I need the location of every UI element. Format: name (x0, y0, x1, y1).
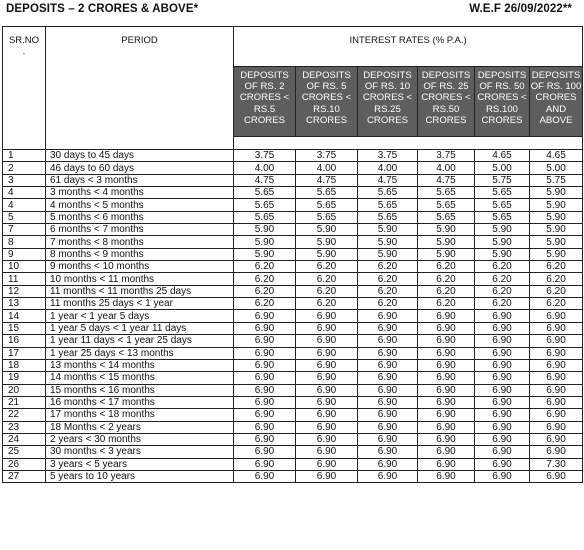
sr-no-cell: 24 (3, 433, 46, 445)
period-cell: 2 years < 30 months (46, 433, 234, 445)
sr-no-cell: 8 (3, 236, 46, 248)
rate-cell: 5.90 (475, 224, 530, 236)
table-row (3, 421, 583, 433)
table-row (3, 347, 583, 359)
rate-cell: 5.90 (530, 211, 583, 223)
rate-cell: 6.20 (234, 285, 296, 297)
period-cell: 16 months < 17 months (46, 396, 234, 408)
rate-cell: 6.20 (418, 285, 475, 297)
sr-no-header: SR.NO . (3, 27, 46, 150)
rate-cell: 5.65 (234, 187, 296, 199)
rate-cell: 6.90 (358, 421, 418, 433)
table-row (3, 310, 583, 322)
table-row (3, 187, 583, 199)
period-cell: 1 year 11 days < 1 year 25 days (46, 335, 234, 347)
rate-cell: 4.00 (358, 162, 418, 174)
table-row (3, 199, 583, 211)
rate-cell: 3.75 (296, 150, 358, 162)
rate-cell: 6.90 (418, 359, 475, 371)
table-row (3, 433, 583, 445)
period-cell: 5 months < 6 months (46, 211, 234, 223)
table-row (3, 446, 583, 458)
rate-cell: 6.90 (530, 396, 583, 408)
rate-cell: 6.90 (418, 409, 475, 421)
rate-cell: 6.90 (475, 446, 530, 458)
column-header: DEPOSITS OF RS. 10 CRORES < RS.25 CRORES (358, 67, 418, 137)
period-cell: 3 years < 5 years (46, 458, 234, 470)
rate-cell: 6.20 (296, 273, 358, 285)
rate-cell: 6.90 (358, 446, 418, 458)
rate-cell: 6.90 (475, 396, 530, 408)
period-cell: 1 year 5 days < 1 year 11 days (46, 322, 234, 334)
period-cell: 11 months < 11 months 25 days (46, 285, 234, 297)
rate-cell: 5.90 (234, 248, 296, 260)
rate-cell: 6.90 (296, 359, 358, 371)
table-row (3, 458, 583, 470)
rate-cell: 6.90 (234, 446, 296, 458)
rate-cell: 6.90 (234, 433, 296, 445)
rate-cell: 5.90 (530, 236, 583, 248)
rate-cell: 6.90 (358, 384, 418, 396)
rate-cell: 6.90 (418, 396, 475, 408)
table-row (3, 335, 583, 347)
rate-cell: 6.90 (296, 396, 358, 408)
column-header: DEPOSITS OF RS. 2 CRORES < RS.5 CRORES (234, 67, 296, 137)
sr-no-cell: 11 (3, 273, 46, 285)
rate-cell: 6.90 (358, 359, 418, 371)
sr-no-cell: 18 (3, 359, 46, 371)
sr-no-cell: 22 (3, 409, 46, 421)
rate-cell: 5.90 (418, 236, 475, 248)
rate-cell: 6.90 (234, 409, 296, 421)
rate-cell: 5.65 (296, 187, 358, 199)
sr-no-cell: 3 (3, 174, 46, 186)
rate-cell: 6.90 (296, 470, 358, 482)
rate-cell: 6.90 (475, 335, 530, 347)
sr-no-cell: 21 (3, 396, 46, 408)
period-cell: 61 days < 3 months (46, 174, 234, 186)
rate-cell: 5.75 (475, 174, 530, 186)
rate-cell: 6.20 (530, 261, 583, 273)
rate-cell: 5.00 (530, 162, 583, 174)
rate-cell: 6.90 (296, 335, 358, 347)
rate-cell: 6.20 (530, 273, 583, 285)
rate-cell: 6.20 (418, 273, 475, 285)
rate-cell: 6.90 (475, 359, 530, 371)
rate-cell: 6.90 (475, 384, 530, 396)
rate-cell: 6.90 (475, 433, 530, 445)
sr-no-cell: 13 (3, 298, 46, 310)
period-cell: 18 Months < 2 years (46, 421, 234, 433)
rate-cell: 5.90 (234, 236, 296, 248)
rate-cell: 6.90 (296, 446, 358, 458)
table-row (3, 322, 583, 334)
rate-cell: 6.90 (296, 421, 358, 433)
sr-no-cell: 10 (3, 261, 46, 273)
table-row (3, 150, 583, 162)
rate-cell: 5.65 (296, 211, 358, 223)
rate-cell: 6.90 (418, 335, 475, 347)
rate-cell: 6.90 (296, 384, 358, 396)
sr-no-cell: 16 (3, 335, 46, 347)
rate-cell: 6.90 (530, 310, 583, 322)
rate-cell: 6.20 (296, 261, 358, 273)
rate-cell: 4.65 (475, 150, 530, 162)
period-cell: 17 months < 18 months (46, 409, 234, 421)
table-row (3, 211, 583, 223)
rate-cell: 6.90 (475, 322, 530, 334)
rate-cell: 5.90 (530, 199, 583, 211)
period-cell: 13 months < 14 months (46, 359, 234, 371)
rate-cell: 6.90 (296, 347, 358, 359)
rate-cell: 6.20 (475, 273, 530, 285)
rate-cell: 6.20 (418, 261, 475, 273)
rate-cell: 3.75 (358, 150, 418, 162)
sr-no-cell: 4 (3, 199, 46, 211)
period-cell: 6 months < 7 months (46, 224, 234, 236)
table-row (3, 359, 583, 371)
rate-cell: 6.90 (296, 322, 358, 334)
rate-cell: 4.75 (418, 174, 475, 186)
rate-cell: 6.90 (530, 372, 583, 384)
rate-cell: 6.90 (418, 384, 475, 396)
rate-cell: 6.20 (530, 285, 583, 297)
rate-cell: 4.00 (234, 162, 296, 174)
period-cell: 1 year < 1 year 5 days (46, 310, 234, 322)
rate-cell: 5.65 (358, 211, 418, 223)
rate-cell: 6.20 (358, 285, 418, 297)
sr-no-cell: 15 (3, 322, 46, 334)
rate-cell: 6.90 (358, 335, 418, 347)
rate-cell: 6.90 (358, 396, 418, 408)
rate-cell: 6.90 (234, 359, 296, 371)
rate-cell: 6.90 (234, 322, 296, 334)
rate-cell: 6.90 (234, 458, 296, 470)
rate-cell: 6.90 (475, 347, 530, 359)
rate-cell: 6.20 (418, 298, 475, 310)
rate-cell: 6.20 (475, 261, 530, 273)
rate-cell: 6.90 (358, 409, 418, 421)
rate-cell: 6.90 (234, 347, 296, 359)
rate-cell: 6.90 (418, 433, 475, 445)
period-cell: 1 year 25 days < 13 months (46, 347, 234, 359)
rate-cell: 5.90 (358, 248, 418, 260)
rate-cell: 6.90 (296, 433, 358, 445)
rate-cell: 6.90 (475, 372, 530, 384)
rate-cell: 6.90 (234, 310, 296, 322)
period-cell: 11 months 25 days < 1 year (46, 298, 234, 310)
rate-cell: 5.90 (418, 224, 475, 236)
table-row (3, 285, 583, 297)
rate-cell: 6.20 (296, 298, 358, 310)
period-cell: 15 months < 16 months (46, 384, 234, 396)
rate-cell: 5.90 (418, 248, 475, 260)
period-header: PERIOD (46, 27, 234, 150)
column-header: DEPOSITS OF RS. 25 CRORES < RS.50 CRORES (418, 67, 475, 137)
rate-cell: 5.65 (475, 211, 530, 223)
rate-cell: 6.90 (475, 458, 530, 470)
period-cell: 5 years to 10 years (46, 470, 234, 482)
rate-cell: 5.90 (530, 187, 583, 199)
document-title: DEPOSITS – 2 CRORES & ABOVE* (6, 3, 199, 15)
rate-cell: 5.65 (358, 187, 418, 199)
rate-cell: 6.90 (358, 458, 418, 470)
rate-cell: 6.90 (475, 470, 530, 482)
rate-cell: 6.90 (530, 322, 583, 334)
rate-cell: 4.75 (234, 174, 296, 186)
rate-cell: 6.90 (530, 421, 583, 433)
rate-cell: 6.20 (296, 285, 358, 297)
rate-cell: 5.90 (530, 224, 583, 236)
rate-cell: 6.90 (418, 322, 475, 334)
rate-cell: 3.75 (418, 150, 475, 162)
sr-no-cell: 5 (3, 211, 46, 223)
rate-cell: 5.65 (475, 187, 530, 199)
rate-cell: 6.90 (234, 372, 296, 384)
table-row (3, 409, 583, 421)
period-cell: 8 months < 9 months (46, 248, 234, 260)
rate-cell: 5.65 (234, 199, 296, 211)
rate-cell: 6.90 (234, 335, 296, 347)
rate-cell: 6.20 (475, 298, 530, 310)
sr-no-cell: 23 (3, 421, 46, 433)
rate-cell: 4.75 (296, 174, 358, 186)
rate-cell: 5.75 (530, 174, 583, 186)
column-header: DEPOSITS OF RS. 100 CRORES AND ABOVE (530, 67, 583, 137)
sr-no-cell: 4 (3, 187, 46, 199)
rate-cell: 5.90 (358, 236, 418, 248)
rate-cell: 5.90 (296, 248, 358, 260)
table-row (3, 273, 583, 285)
sr-no-cell: 14 (3, 310, 46, 322)
rate-cell: 5.90 (358, 224, 418, 236)
table-row (3, 162, 583, 174)
rate-cell: 6.20 (234, 261, 296, 273)
period-cell: 7 months < 8 months (46, 236, 234, 248)
rate-cell: 3.75 (234, 150, 296, 162)
rate-cell: 7.30 (530, 458, 583, 470)
period-cell: 30 days to 45 days (46, 150, 234, 162)
rate-cell: 6.20 (530, 298, 583, 310)
sr-no-cell: 19 (3, 372, 46, 384)
sr-no-cell: 20 (3, 384, 46, 396)
effective-date: W.E.F 26/09/2022** (469, 3, 572, 15)
rate-cell: 6.90 (418, 470, 475, 482)
sr-no-cell: 25 (3, 446, 46, 458)
interest-rates-header: INTEREST RATES (% P.A.) (234, 27, 583, 67)
rate-cell: 6.90 (530, 347, 583, 359)
rate-cell: 5.90 (530, 248, 583, 260)
rate-cell: 6.90 (418, 421, 475, 433)
sr-no-cell: 7 (3, 224, 46, 236)
rate-cell: 5.90 (475, 248, 530, 260)
rate-cell: 4.75 (358, 174, 418, 186)
table-row (3, 174, 583, 186)
rate-cell: 5.90 (234, 224, 296, 236)
sr-no-cell: 2 (3, 162, 46, 174)
column-header: DEPOSITS OF RS. 50 CRORES < RS.100 CRORES (475, 67, 530, 137)
rate-cell: 6.20 (358, 261, 418, 273)
period-cell: 9 months < 10 months (46, 261, 234, 273)
table-row (3, 372, 583, 384)
table-row (3, 261, 583, 273)
rate-cell: 6.90 (418, 458, 475, 470)
table-row (3, 384, 583, 396)
rate-cell: 6.90 (234, 470, 296, 482)
rate-cell: 6.20 (475, 285, 530, 297)
table-row (3, 248, 583, 260)
rate-cell: 6.90 (530, 470, 583, 482)
rate-cell: 6.90 (530, 446, 583, 458)
period-cell: 46 days to 60 days (46, 162, 234, 174)
rate-cell: 5.65 (296, 199, 358, 211)
header-gap (234, 137, 583, 150)
period-cell: 30 months < 3 years (46, 446, 234, 458)
rate-cell: 6.90 (530, 384, 583, 396)
table-row (3, 470, 583, 482)
rate-cell: 5.90 (475, 236, 530, 248)
column-header: DEPOSITS OF RS. 5 CRORES < RS.10 CRORES (296, 67, 358, 137)
rate-cell: 6.90 (296, 372, 358, 384)
table-row (3, 224, 583, 236)
rate-cell: 5.65 (358, 199, 418, 211)
rate-cell: 6.90 (530, 359, 583, 371)
rate-cell: 6.90 (475, 409, 530, 421)
rate-cell: 6.20 (358, 273, 418, 285)
sr-no-cell: 12 (3, 285, 46, 297)
interest-rate-table (2, 26, 583, 483)
rate-cell: 5.90 (296, 224, 358, 236)
sr-no-cell: 9 (3, 248, 46, 260)
rate-cell: 6.90 (475, 310, 530, 322)
rate-cell: 6.20 (234, 273, 296, 285)
rate-cell: 6.90 (234, 421, 296, 433)
rate-cell: 6.90 (530, 335, 583, 347)
rate-cell: 5.65 (234, 211, 296, 223)
rate-cell: 6.90 (530, 433, 583, 445)
rate-cell: 6.90 (358, 372, 418, 384)
rate-cell: 6.90 (358, 433, 418, 445)
rate-cell: 6.90 (234, 384, 296, 396)
period-cell: 3 months < 4 months (46, 187, 234, 199)
rate-cell: 5.65 (418, 187, 475, 199)
rate-cell: 5.65 (418, 199, 475, 211)
rate-cell: 4.65 (530, 150, 583, 162)
sr-no-cell: 27 (3, 470, 46, 482)
period-cell: 4 months < 5 months (46, 199, 234, 211)
sr-no-cell: 1 (3, 150, 46, 162)
rate-cell: 6.90 (418, 347, 475, 359)
rate-cell: 5.90 (296, 236, 358, 248)
rate-cell: 4.00 (418, 162, 475, 174)
rate-cell: 5.65 (475, 199, 530, 211)
rate-cell: 6.90 (530, 409, 583, 421)
rate-cell: 6.20 (358, 298, 418, 310)
table-row (3, 298, 583, 310)
rate-cell: 6.90 (358, 470, 418, 482)
table-row (3, 236, 583, 248)
rate-cell: 6.90 (418, 372, 475, 384)
rate-cell: 5.65 (418, 211, 475, 223)
sr-no-cell: 17 (3, 347, 46, 359)
rate-cell: 6.90 (358, 347, 418, 359)
rate-cell: 6.90 (296, 458, 358, 470)
rate-cell: 6.90 (234, 396, 296, 408)
rate-cell: 6.20 (234, 298, 296, 310)
rate-cell: 6.90 (358, 310, 418, 322)
rate-cell: 6.90 (296, 310, 358, 322)
period-cell: 10 months < 11 months (46, 273, 234, 285)
sr-no-cell: 26 (3, 458, 46, 470)
rate-cell: 6.90 (296, 409, 358, 421)
rate-cell: 6.90 (418, 310, 475, 322)
rate-cell: 5.00 (475, 162, 530, 174)
rate-cell: 4.00 (296, 162, 358, 174)
rate-cell: 6.90 (475, 421, 530, 433)
rate-cell: 6.90 (418, 446, 475, 458)
period-cell: 14 months < 15 months (46, 372, 234, 384)
table-row (3, 396, 583, 408)
rate-cell: 6.90 (358, 322, 418, 334)
